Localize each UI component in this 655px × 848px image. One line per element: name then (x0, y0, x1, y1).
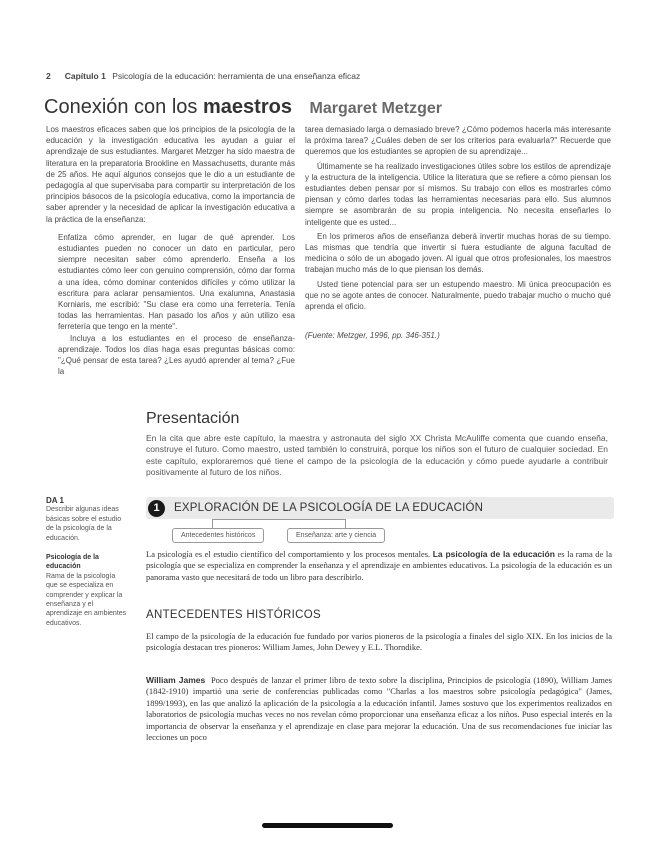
william-james-name: William James (146, 675, 206, 685)
intro-paragraph: Los maestros eficaces saben que los principios de la psicología de la educación y la investigación educativa les ayudan a guiar el aprendizaje de sus estudiantes. Margaret Metzger ha sido maestra de literatura en la preparatoria Brookline en Massachusetts, durante más de 25 años. He aquí algunos consejos que le dio a un estudiante de pedagogía al que supervisaba para compartir su interpretación de los principios básocos de la psicología educativa, como la importancia de saber aprender y la necesidad de aplicar la investigación educativa a la práctica de la enseñanza: (46, 125, 295, 224)
section-title: EXPLORACIÓN DE LA PSICOLOGÍA DE LA EDUCACIÓN (174, 502, 484, 514)
section-number: 1 (148, 500, 165, 517)
learning-goal-text: Describir algunas ideas básicas sobre el estudio de la psicología de la educación. (46, 506, 122, 542)
chapter-label: Capítulo 1 (64, 71, 106, 81)
running-header (46, 71, 360, 81)
quote-source: (Fuente: Metzger, 1996, pp. 346-351.) (305, 331, 440, 341)
connection-author: Margaret Metzger (309, 100, 442, 117)
left-column (46, 124, 295, 377)
quote-paragraph: Incluya a los estudiantes en el proceso de enseñanza-aprendizaje. Todos los días haga esas preguntas básicas como: "¿Qué pensar de esta tarea? ¿Les ayudó aprender al tema? ¿Fue la (58, 333, 295, 377)
william-james-paragraph: William James Poco después de lanzar el primer libro de texto sobre la disciplina, Principios de psicología (1890), William James (1842-1910) impartió una serie de conferencias publicadas como "Charlas a los maestros sobre psicología pedagógica" (James, 1899/1993), en las que analizó la aplicación de la psicología a la educación infantil. James sostuvo que los experimentos realizados en laboratorios de psicología muchas veces no nos revelan cómo proporcionar una enseñanza eficaz a los niños. Puso especial interés en la importancia de observar la enseñanza y el aprendizaje en clase para mejorar la educación. Una de sus recomendaciones fue iniciar las lecciones un poco (146, 675, 612, 743)
learning-goal-label: DA 1 (46, 496, 64, 505)
chapter-title: Psicología de la educación: herramienta de una enseñanza eficaz (112, 71, 361, 81)
quote-paragraph: En los primeros años de enseñanza deberá invertir muchas horas de su tiempo. Las mismas que tendría que invertir si fuera estudiante de alguna facultad de medicina o sólo de un abogado joven. Al igual que otros profesionales, los maestros trabajan mucho más de lo que piensan los demás. (305, 231, 611, 275)
home-indicator[interactable] (262, 823, 393, 828)
page-number: 2 (46, 71, 51, 81)
definition-term: La psicología de la educación (432, 549, 555, 559)
quote-paragraph: Usted tiene potencial para ser un estupendo maestro. Mi única preocupación es que no se agote antes de conocer. Naturalmente, puedo trabajar mucho o mucho qué aprenda el oficio. (305, 279, 611, 312)
section-tag: Antecedentes históricos (172, 528, 264, 543)
connection-title-bold: maestros (203, 96, 292, 118)
quote-paragraph: Enfatiza cómo aprender, en lugar de qué aprender. Los estudiantes pueden no conocer un dato en particular, pero siempre necesitan saber cómo aprenderlo. Enseña a los estudiantes cómo leer con genuino comprensión, cómo dar forma a una idea, cómo dominar contenidos difíciles y cómo utilizar la escritura para aclarar pensamientos. Una exalumna, Anastasia Korniaris, me escribió: "Su clase era como una ferretería. Tenía todas las herramientas. Han pasado los años y aún utilizo esa ferretería que tengo en la mente". (58, 232, 295, 332)
connection-heading (44, 96, 442, 119)
quote-paragraph: tarea demasiado larga o demasiado breve? ¿Cómo podemos hacerla más interesante la próxima tarea? ¿Cuáles deben de ser los criterios para evaluarla?" Recuerde que queremos que los estudiantes se apropien de su aprendizaje... (305, 125, 611, 157)
margin-sidebar (46, 496, 128, 628)
history-paragraph: El campo de la psicología de la educación fue fundado por varios pioneros de la psicología a finales del siglo XIX. En los inicios de la psicología destacan tres pioneros: William James, John Dewey y E.L. Thorndike. (146, 631, 612, 653)
quote-paragraph: Últimamente se ha realizado investigaciones útiles sobre los estilos de aprendizaje y la estructura de la inteligencia. Utilice la literatura que se refiere a cómo piensan los estudiantes deben pensar por sí mismos. Su trabajo con ellos es mostrarles cómo piensan y cómo darles todas las herramientas necesarias para ello. Sus alumnos siempre se asombrarán de su propia inteligencia. No necesita enseñarles lo inteligente que es usted... (305, 161, 611, 227)
glossary-definition: Rama de la psicología que se especializa en comprender y explicar la enseñanza y el aprendizaje en ambientes educativos. (46, 572, 127, 627)
connection-title-prefix: Conexión con los (44, 96, 198, 118)
presentation-heading: Presentación (146, 410, 240, 427)
section-tag: Enseñanza: arte y ciencia (287, 528, 385, 543)
presentation-text: En la cita que abre este capítulo, la maestra y astronauta del siglo XX Christa McAuliffe comenta que cuando enseña, construye el futuro. Como maestro, usted también lo construirá, porque los niños son el futuro de cualquier sociedad. En este capítulo, exploraremos qué tiene el campo de la psicología de la educación y cómo puede ayudarle a contribuir positivamente al futuro de los niños. (146, 433, 608, 477)
history-heading: ANTECEDENTES HISTÓRICOS (146, 609, 321, 621)
definition-paragraph: La psicología es el estudio científico del comportamiento y los procesos mentales. La psicología de la educación es la rama de la psicología que se especializa en comprender la enseñanza y el aprendizaje en ambientes educativos. La psicología de la educación es un panorama vasto que necesitará de todo un libro para describirlo. (146, 549, 613, 582)
right-column (305, 124, 611, 344)
glossary-term: Psicología de la educación (46, 554, 99, 571)
